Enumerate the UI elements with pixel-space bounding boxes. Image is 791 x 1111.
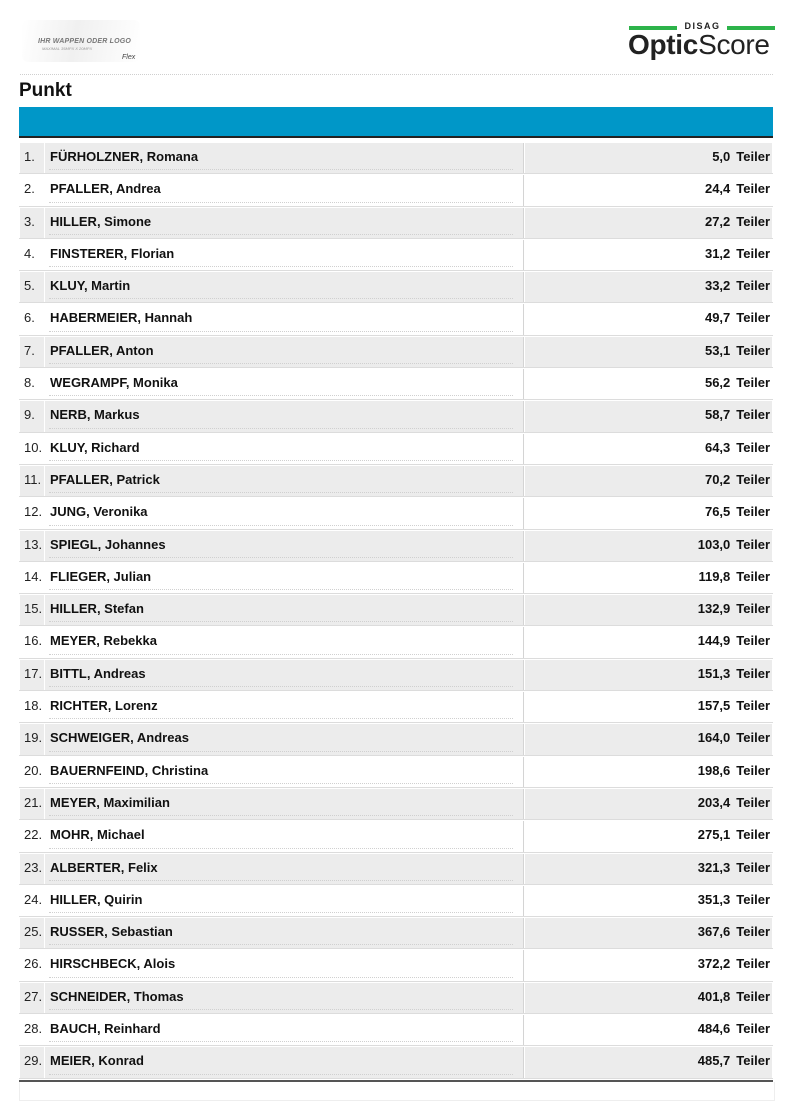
table-row bbox=[19, 368, 773, 400]
table-row bbox=[19, 723, 773, 755]
rank-text: 4. bbox=[24, 245, 35, 261]
rank-text: 5. bbox=[24, 278, 35, 294]
score-text bbox=[698, 601, 770, 616]
table-row bbox=[19, 853, 773, 885]
rank-cell bbox=[20, 240, 44, 270]
score-cell bbox=[525, 886, 772, 916]
rank-cell bbox=[20, 660, 44, 690]
score-text bbox=[698, 860, 770, 875]
club-logo-line1: IHR WAPPEN ODER LOGO bbox=[38, 38, 132, 45]
score-cell bbox=[525, 563, 772, 593]
rank-text: 29. bbox=[24, 1053, 43, 1069]
shooter-name: HILLER, Quirin bbox=[50, 891, 143, 907]
table-row bbox=[19, 174, 773, 206]
score-unit: Teiler bbox=[736, 633, 770, 649]
score-unit: Teiler bbox=[736, 342, 770, 358]
name-cell bbox=[45, 692, 524, 722]
score-cell bbox=[525, 821, 772, 851]
rank-text: 2. bbox=[24, 181, 35, 197]
club-logo-line2: MAXIMAL 35MPX X 20MPX bbox=[42, 46, 93, 51]
score-text bbox=[698, 1021, 770, 1036]
shooter-name: RUSSER, Sebastian bbox=[50, 924, 173, 940]
shooter-name: HIRSCHBECK, Alois bbox=[50, 956, 176, 972]
rank-text: 7. bbox=[24, 342, 35, 358]
shooter-name: NERB, Markus bbox=[50, 407, 140, 423]
table-row bbox=[19, 562, 773, 594]
shooter-name: WEGRAMPF, Monika bbox=[50, 375, 178, 391]
name-cell bbox=[45, 950, 524, 980]
name-cell bbox=[45, 983, 524, 1013]
score-unit: Teiler bbox=[736, 988, 770, 1004]
shooter-name: HABERMEIER, Hannah bbox=[50, 310, 193, 326]
score-text bbox=[705, 343, 770, 358]
score-value: 58,7 bbox=[704, 407, 731, 423]
score-unit: Teiler bbox=[736, 924, 770, 940]
table-row bbox=[19, 207, 773, 239]
score-unit: Teiler bbox=[736, 213, 770, 229]
table-row bbox=[19, 594, 773, 626]
table-row bbox=[19, 465, 773, 497]
score-value: 372,2 bbox=[697, 956, 731, 972]
rank-cell bbox=[20, 272, 44, 302]
score-unit: Teiler bbox=[736, 310, 770, 326]
score-unit: Teiler bbox=[736, 794, 770, 810]
score-text bbox=[698, 892, 770, 907]
name-cell bbox=[45, 1047, 524, 1077]
opticscore-logo bbox=[628, 22, 775, 62]
rank-cell bbox=[20, 563, 44, 593]
score-text bbox=[698, 924, 770, 939]
score-cell bbox=[525, 434, 772, 464]
name-cell bbox=[45, 240, 524, 270]
table-row bbox=[19, 788, 773, 820]
shooter-name: KLUY, Richard bbox=[50, 439, 140, 455]
rank-text: 18. bbox=[24, 698, 43, 714]
table-row bbox=[19, 885, 773, 917]
name-cell bbox=[45, 563, 524, 593]
table-row bbox=[19, 691, 773, 723]
score-cell bbox=[525, 369, 772, 399]
score-value: 275,1 bbox=[697, 827, 731, 843]
rank-text: 27. bbox=[24, 988, 43, 1004]
table-row bbox=[19, 756, 773, 788]
logo-wordmark-bold: Optic bbox=[628, 29, 699, 60]
score-value: 33,2 bbox=[704, 278, 731, 294]
score-text bbox=[705, 181, 770, 196]
table-header-bar bbox=[19, 107, 773, 138]
score-text bbox=[705, 504, 770, 519]
shooter-name: SCHWEIGER, Andreas bbox=[50, 730, 189, 746]
score-value: 203,4 bbox=[697, 794, 731, 810]
score-cell bbox=[525, 466, 772, 496]
score-text bbox=[712, 149, 770, 164]
club-logo-placeholder bbox=[22, 20, 140, 62]
name-cell bbox=[45, 724, 524, 754]
score-unit: Teiler bbox=[736, 601, 770, 617]
shooter-name: PFALLER, Patrick bbox=[50, 471, 160, 487]
score-value: 351,3 bbox=[697, 891, 731, 907]
logo-disag-label: DISAG bbox=[684, 21, 721, 31]
rank-text: 12. bbox=[24, 504, 43, 520]
shooter-name: MEYER, Maximilian bbox=[50, 794, 170, 810]
table-row bbox=[19, 659, 773, 691]
score-text bbox=[698, 730, 770, 745]
table-row bbox=[19, 142, 773, 174]
rank-text: 1. bbox=[24, 149, 35, 164]
name-cell bbox=[45, 369, 524, 399]
shooter-name: PFALLER, Anton bbox=[50, 342, 154, 358]
rank-text: 16. bbox=[24, 633, 43, 649]
rank-cell bbox=[20, 595, 44, 625]
rank-cell bbox=[20, 369, 44, 399]
shooter-name: HILLER, Simone bbox=[50, 213, 152, 229]
score-text bbox=[698, 698, 770, 713]
table-row bbox=[19, 336, 773, 368]
logo-wordmark bbox=[628, 31, 770, 59]
rank-cell bbox=[20, 692, 44, 722]
rank-cell bbox=[20, 950, 44, 980]
score-value: 119,8 bbox=[698, 568, 731, 584]
name-cell bbox=[45, 434, 524, 464]
score-unit: Teiler bbox=[736, 471, 770, 487]
score-text bbox=[705, 214, 770, 229]
score-text bbox=[705, 310, 770, 325]
shooter-name: SPIEGL, Johannes bbox=[50, 536, 166, 552]
name-cell bbox=[45, 401, 524, 431]
name-cell bbox=[45, 208, 524, 238]
score-cell bbox=[525, 175, 772, 205]
score-text bbox=[698, 795, 770, 810]
score-text bbox=[705, 246, 770, 261]
name-cell bbox=[45, 272, 524, 302]
rank-text: 8. bbox=[24, 375, 35, 391]
table-row bbox=[19, 433, 773, 465]
score-unit: Teiler bbox=[736, 956, 770, 972]
score-text bbox=[698, 989, 770, 1004]
score-unit: Teiler bbox=[736, 698, 770, 714]
score-value: 401,8 bbox=[697, 988, 731, 1004]
logo-wordmark-regular: Score bbox=[698, 29, 770, 60]
shooter-name: FINSTERER, Florian bbox=[50, 245, 175, 261]
rank-cell bbox=[20, 143, 44, 173]
name-cell bbox=[45, 337, 524, 367]
table-row bbox=[19, 239, 773, 271]
score-cell bbox=[525, 498, 772, 528]
score-cell bbox=[525, 983, 772, 1013]
score-cell bbox=[525, 950, 772, 980]
score-cell bbox=[525, 1047, 772, 1077]
rank-cell bbox=[20, 1015, 44, 1045]
score-text bbox=[698, 956, 770, 971]
score-text bbox=[705, 440, 770, 455]
score-unit: Teiler bbox=[736, 149, 770, 164]
footer-area bbox=[19, 1082, 775, 1101]
rank-text: 20. bbox=[24, 762, 43, 778]
rank-cell bbox=[20, 983, 44, 1013]
table-row bbox=[19, 303, 773, 335]
score-cell bbox=[525, 531, 772, 561]
score-cell bbox=[525, 660, 772, 690]
score-value: 64,3 bbox=[704, 439, 731, 455]
score-unit: Teiler bbox=[736, 504, 770, 520]
score-unit: Teiler bbox=[736, 730, 770, 746]
table-row bbox=[19, 497, 773, 529]
score-unit: Teiler bbox=[736, 536, 770, 552]
shooter-name: HILLER, Stefan bbox=[50, 601, 144, 617]
table-row bbox=[19, 400, 773, 432]
shooter-name: BITTL, Andreas bbox=[50, 665, 146, 681]
rank-cell bbox=[20, 466, 44, 496]
score-unit: Teiler bbox=[736, 375, 770, 391]
header-divider bbox=[20, 74, 773, 75]
score-cell bbox=[525, 595, 772, 625]
score-value: 485,7 bbox=[697, 1053, 731, 1069]
shooter-name: ALBERTER, Felix bbox=[50, 859, 158, 875]
score-unit: Teiler bbox=[736, 827, 770, 843]
name-cell bbox=[45, 821, 524, 851]
rank-cell bbox=[20, 886, 44, 916]
rank-text: 24. bbox=[24, 891, 43, 907]
rank-text: 25. bbox=[24, 924, 43, 940]
rank-cell bbox=[20, 175, 44, 205]
name-cell bbox=[45, 918, 524, 948]
score-value: 484,6 bbox=[697, 1021, 731, 1037]
results-table bbox=[19, 142, 773, 1079]
score-unit: Teiler bbox=[736, 568, 770, 584]
score-text bbox=[698, 1053, 770, 1068]
score-value: 157,5 bbox=[697, 698, 731, 714]
table-row bbox=[19, 820, 773, 852]
shooter-name: MEYER, Rebekka bbox=[50, 633, 157, 649]
score-cell bbox=[525, 240, 772, 270]
score-value: 27,2 bbox=[704, 213, 731, 229]
name-cell bbox=[45, 789, 524, 819]
score-text bbox=[698, 763, 770, 778]
score-cell bbox=[525, 401, 772, 431]
score-text bbox=[705, 278, 770, 293]
score-text bbox=[698, 633, 770, 648]
score-value: 198,6 bbox=[697, 762, 731, 778]
table-row bbox=[19, 530, 773, 562]
score-cell bbox=[525, 918, 772, 948]
name-cell bbox=[45, 466, 524, 496]
name-cell bbox=[45, 498, 524, 528]
rank-text: 21. bbox=[24, 794, 43, 810]
table-row bbox=[19, 1046, 773, 1078]
name-cell bbox=[45, 886, 524, 916]
rank-cell bbox=[20, 401, 44, 431]
table-row bbox=[19, 1014, 773, 1046]
shooter-name: RICHTER, Lorenz bbox=[50, 698, 158, 714]
rank-cell bbox=[20, 789, 44, 819]
score-unit: Teiler bbox=[736, 859, 770, 875]
rank-text: 23. bbox=[24, 859, 43, 875]
shooter-name: BAUERNFEIND, Christina bbox=[50, 762, 209, 778]
rank-cell bbox=[20, 498, 44, 528]
rank-text: 14. bbox=[24, 568, 43, 584]
rank-text: 26. bbox=[24, 956, 43, 972]
score-value: 144,9 bbox=[697, 633, 731, 649]
shooter-name: BAUCH, Reinhard bbox=[50, 1021, 161, 1037]
score-value: 164,0 bbox=[697, 730, 731, 746]
score-cell bbox=[525, 1015, 772, 1045]
score-unit: Teiler bbox=[736, 891, 770, 907]
name-cell bbox=[45, 595, 524, 625]
rank-text: 3. bbox=[24, 213, 35, 229]
page-title: Punkt bbox=[19, 80, 72, 101]
score-value: 70,2 bbox=[704, 471, 731, 487]
score-cell bbox=[525, 143, 772, 173]
score-unit: Teiler bbox=[736, 278, 770, 294]
score-text bbox=[705, 375, 770, 390]
rank-text: 17. bbox=[24, 665, 43, 681]
shooter-name: SCHNEIDER, Thomas bbox=[50, 988, 184, 1004]
score-text bbox=[698, 569, 770, 584]
rank-cell bbox=[20, 531, 44, 561]
score-value: 132,9 bbox=[697, 601, 731, 617]
name-cell bbox=[45, 531, 524, 561]
rank-cell bbox=[20, 757, 44, 787]
score-value: 5,0 bbox=[712, 149, 731, 164]
rank-cell bbox=[20, 304, 44, 334]
shooter-name: MEIER, Konrad bbox=[50, 1053, 144, 1069]
score-cell bbox=[525, 789, 772, 819]
rank-text: 6. bbox=[24, 310, 35, 326]
score-value: 367,6 bbox=[697, 924, 731, 940]
table-row bbox=[19, 949, 773, 981]
rank-text: 15. bbox=[24, 601, 43, 617]
score-unit: Teiler bbox=[736, 1021, 770, 1037]
name-cell bbox=[45, 660, 524, 690]
rank-cell bbox=[20, 854, 44, 884]
score-value: 31,2 bbox=[704, 245, 731, 261]
rank-text: 19. bbox=[24, 730, 43, 746]
score-unit: Teiler bbox=[736, 407, 770, 423]
page-header bbox=[0, 0, 791, 78]
name-cell bbox=[45, 627, 524, 657]
table-row bbox=[19, 271, 773, 303]
score-value: 103,0 bbox=[697, 536, 731, 552]
rank-cell bbox=[20, 627, 44, 657]
score-cell bbox=[525, 272, 772, 302]
score-cell bbox=[525, 627, 772, 657]
score-value: 53,1 bbox=[704, 342, 731, 358]
score-text bbox=[698, 827, 770, 842]
rank-text: 13. bbox=[24, 536, 43, 552]
score-value: 56,2 bbox=[704, 375, 731, 391]
score-value: 24,4 bbox=[704, 181, 731, 197]
name-cell bbox=[45, 757, 524, 787]
score-value: 151,3 bbox=[697, 665, 731, 681]
score-unit: Teiler bbox=[736, 245, 770, 261]
score-cell bbox=[525, 724, 772, 754]
score-text bbox=[698, 666, 770, 681]
shooter-name: KLUY, Martin bbox=[50, 278, 131, 294]
shooter-name: MOHR, Michael bbox=[50, 827, 145, 843]
score-cell bbox=[525, 337, 772, 367]
rank-text: 11. bbox=[24, 471, 42, 487]
club-logo-line3: Flex bbox=[122, 54, 136, 61]
name-cell bbox=[45, 175, 524, 205]
rank-cell bbox=[20, 724, 44, 754]
table-row bbox=[19, 982, 773, 1014]
rank-cell bbox=[20, 1047, 44, 1077]
rank-text: 9. bbox=[24, 407, 35, 423]
score-unit: Teiler bbox=[736, 439, 770, 455]
score-unit: Teiler bbox=[736, 665, 770, 681]
score-unit: Teiler bbox=[736, 181, 770, 197]
rank-cell bbox=[20, 434, 44, 464]
name-cell bbox=[45, 143, 524, 173]
rank-text: 22. bbox=[24, 827, 43, 843]
score-cell bbox=[525, 854, 772, 884]
score-cell bbox=[525, 757, 772, 787]
rank-text: 10. bbox=[24, 439, 43, 455]
score-text bbox=[705, 407, 770, 422]
rank-cell bbox=[20, 208, 44, 238]
score-value: 49,7 bbox=[704, 310, 731, 326]
score-cell bbox=[525, 304, 772, 334]
score-unit: Teiler bbox=[736, 762, 770, 778]
rank-cell bbox=[20, 918, 44, 948]
name-cell bbox=[45, 1015, 524, 1045]
shooter-name: FÜRHOLZNER, Romana bbox=[50, 149, 199, 164]
name-cell bbox=[45, 854, 524, 884]
score-text bbox=[705, 472, 770, 487]
score-text bbox=[698, 537, 770, 552]
shooter-name: FLIEGER, Julian bbox=[50, 568, 152, 584]
score-cell bbox=[525, 208, 772, 238]
rank-cell bbox=[20, 821, 44, 851]
rank-cell bbox=[20, 337, 44, 367]
name-cell bbox=[45, 304, 524, 334]
rank-text: 28. bbox=[24, 1021, 43, 1037]
shooter-name: JUNG, Veronika bbox=[50, 504, 148, 520]
score-value: 76,5 bbox=[704, 504, 731, 520]
score-value: 321,3 bbox=[697, 859, 731, 875]
shooter-name: PFALLER, Andrea bbox=[50, 181, 161, 197]
score-cell bbox=[525, 692, 772, 722]
score-unit: Teiler bbox=[736, 1053, 770, 1069]
table-row bbox=[19, 917, 773, 949]
table-row bbox=[19, 626, 773, 658]
